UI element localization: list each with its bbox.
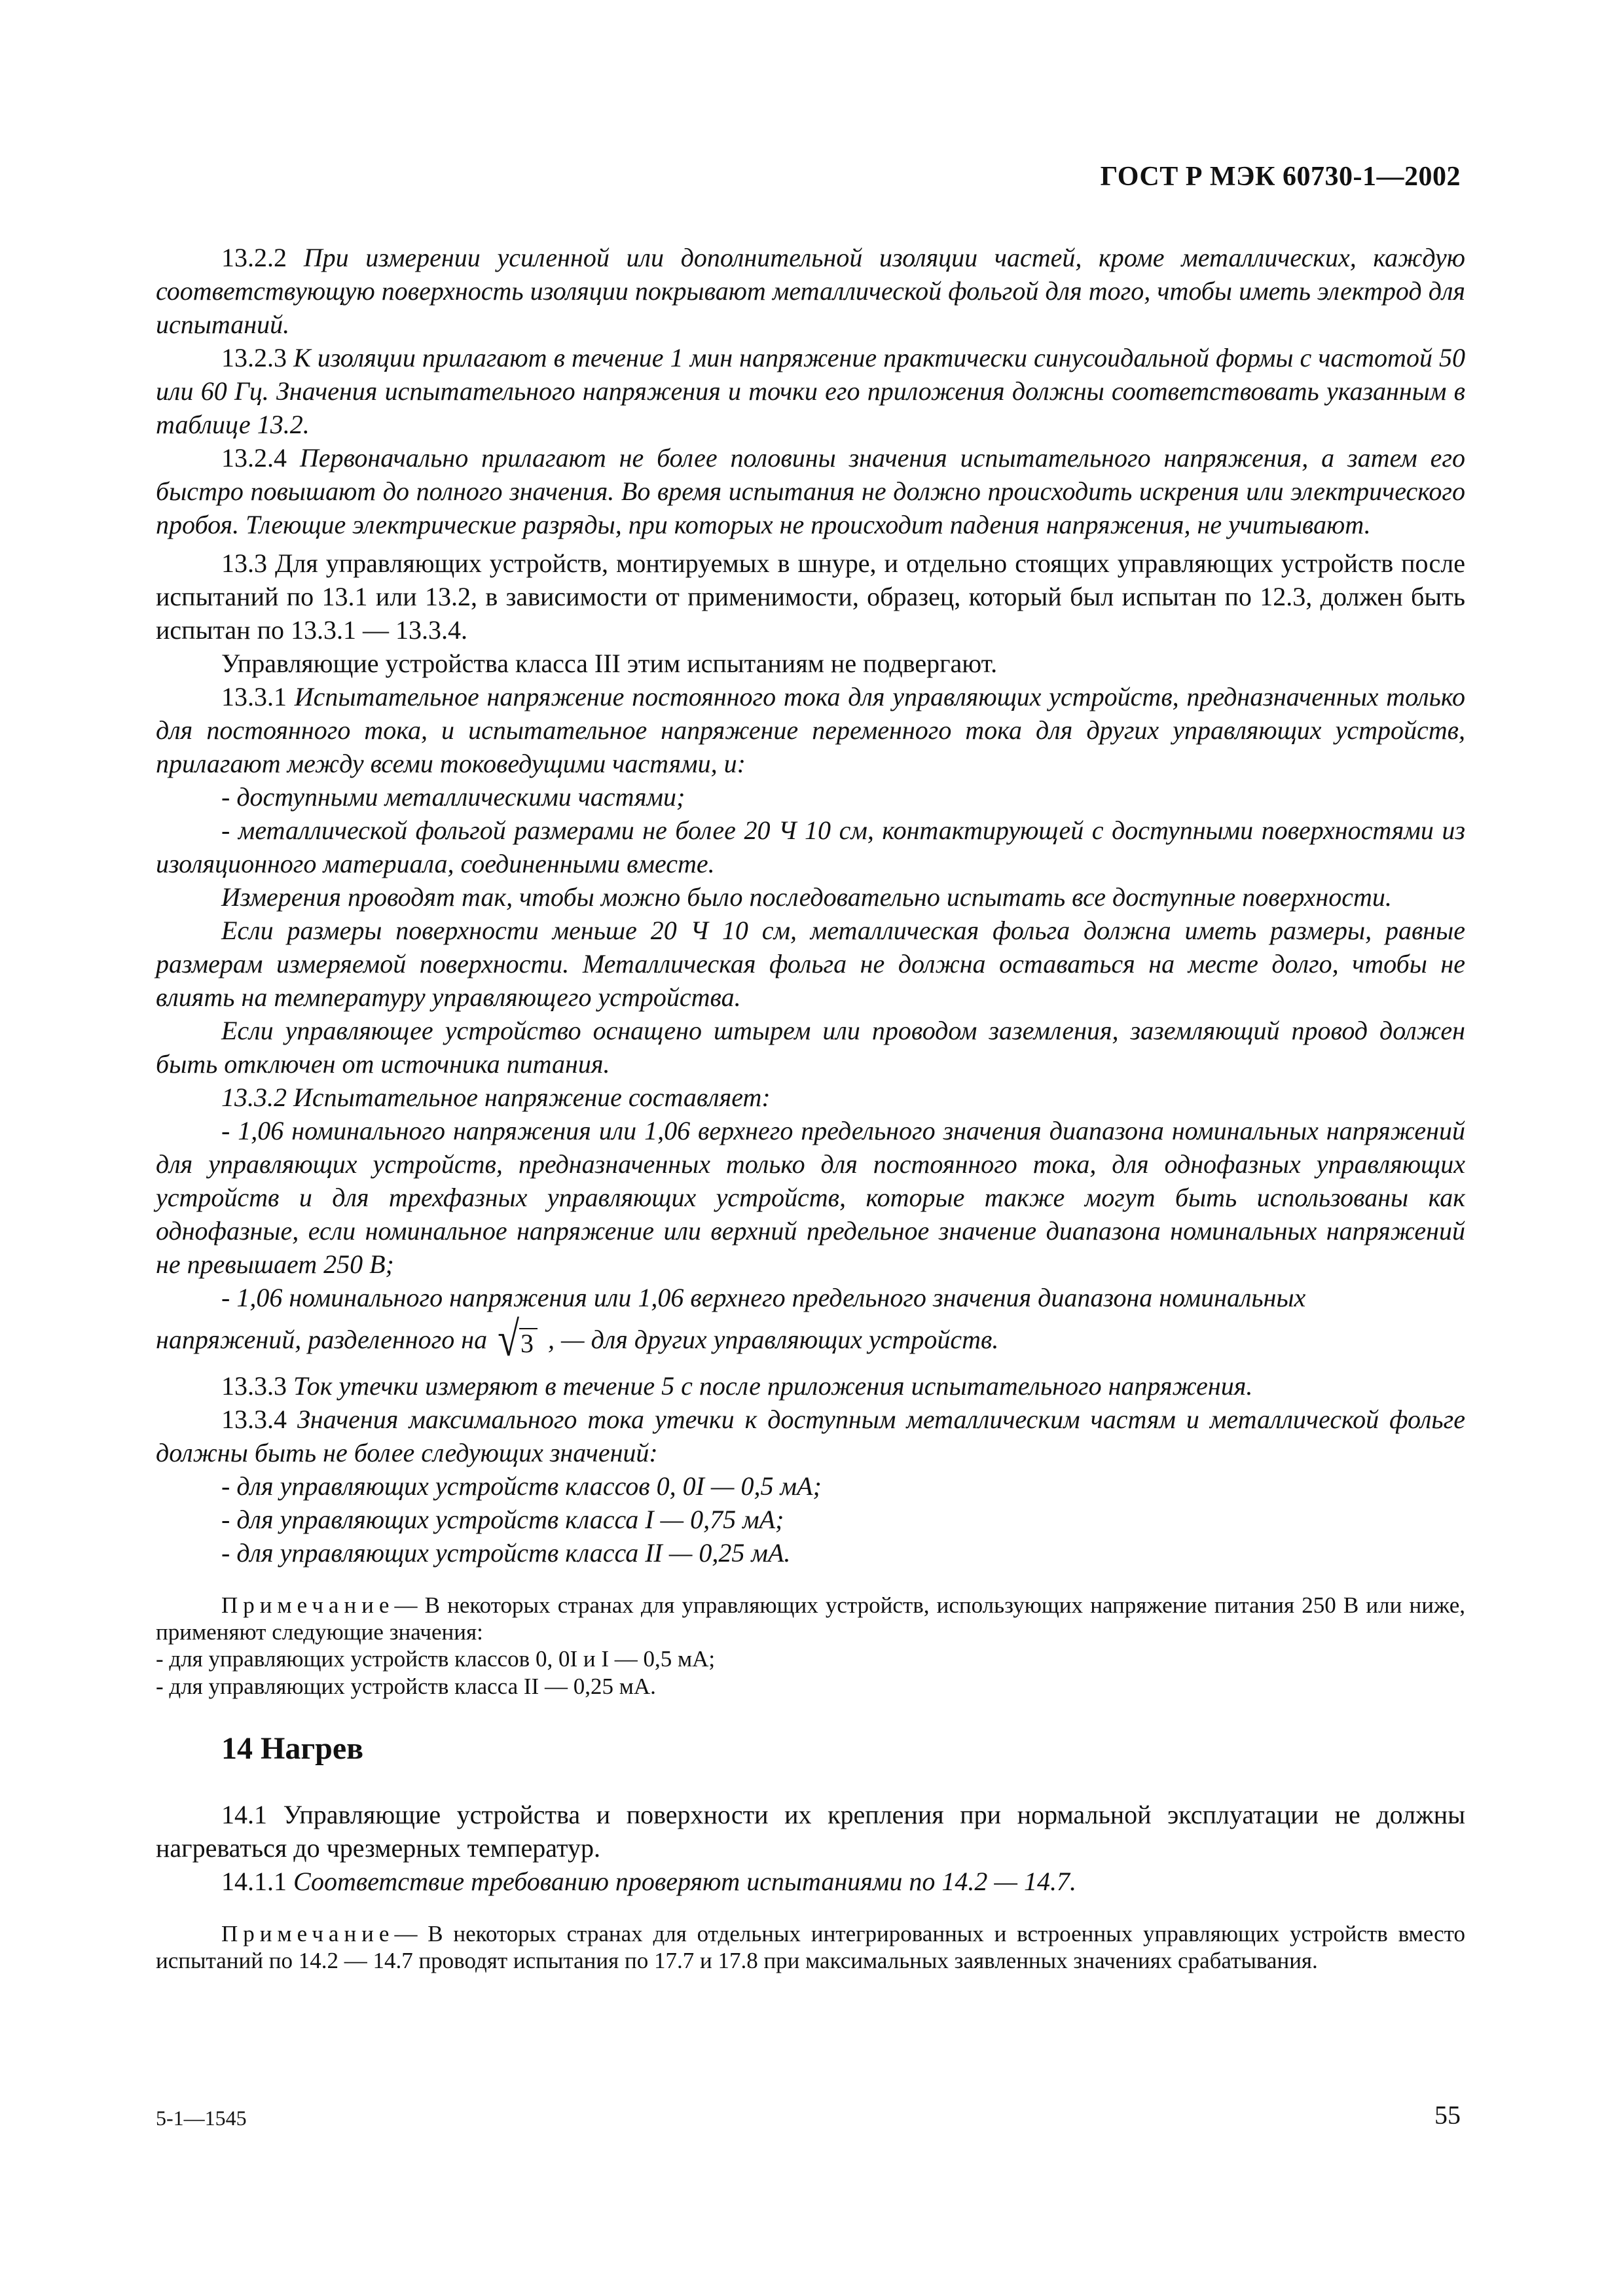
- print-code: 5-1—1545: [156, 2106, 247, 2130]
- list-item-metal-foil: - металлической фольгой размерами не более 20 Ч 10 см, контактирующей с доступными поверхностями из изоляционного материала, соединенными вместе.: [156, 816, 1465, 878]
- clause-13-3: 13.3 Для управляющих устройств, монтируемых в шнуре, и отдельно стоящих управляющих устройств после испытаний по 13.1 или 13.2, в зависимости от применимости, образец, который был испытан по 12.3, должен быть испытан по 13.3.1 — 13.3.4.: [156, 548, 1465, 645]
- document-code-header: ГОСТ Р МЭК 60730-1—2002: [1100, 162, 1461, 192]
- list-item-voltage-a: - 1,06 номинального напряжения или 1,06 верхнего предельного значения диапазона номинальных напряжений для управляющих устройств, предназначенных только для постоянного тока, для однофазных управляющих устройств и для трехфазных управляющих устройств, которые также могут быть использованы как однофазные, если номинальное напряжение или верхний предельное значение диапазона номинальных напряжений не превышает 250 В;: [156, 1116, 1465, 1279]
- clause-13-2-3: 13.2.3 К изоляции прилагают в течение 1 мин напряжение практически синусоидальной формы с частотой 50 или 60 Гц. Значения испытательного напряжения и точки его приложения должны соответствовать указанным в таблице 13.2.: [156, 343, 1466, 439]
- note-line-2: - для управляющих устройств класса II — 0,25 мА.: [156, 1674, 656, 1699]
- clause-13-3-4: 13.3.4 Значения максимального тока утечки к доступным металлическим частям и металлической фольге должны быть не более следующих значений:: [156, 1405, 1465, 1467]
- page-body: [156, 241, 1465, 1974]
- leakage-limit-class-0: - для управляющих устройств классов 0, 0I — 0,5 мА;: [221, 1471, 822, 1501]
- list-item-voltage-b-line2: напряжений, разделенного на √3 , — для других управляющих устройств.: [156, 1314, 1465, 1369]
- clause-13-3-2: 13.3.2 Испытательное напряжение составляет:: [221, 1083, 771, 1112]
- note-label: Примечание: [221, 1921, 395, 1946]
- surface-size-paragraph: Если размеры поверхности меньше 20 Ч 10 см, металлическая фольга должна иметь размеры, равные размерам измеряемой поверхности. Металлическая фольга не должна оставаться на месте долго, чтобы не влиять на температуру управляющего устройства.: [156, 916, 1465, 1012]
- leakage-limit-class-1: - для управляющих устройств класса I — 0,75 мА;: [221, 1505, 784, 1534]
- page-number: 55: [1434, 2100, 1461, 2130]
- clause-14-1-1: 14.1.1 Соответствие требованию проверяют испытаниями по 14.2 — 14.7.: [221, 1867, 1076, 1896]
- note-heating: Примечание— В некоторых странах для отдельных интегрированных и встроенных управляющих устройств вместо испытаний по 14.2 — 14.7 проводят испытания по 17.7 и 17.8 при максимальных заявленных значениях срабатывания.: [156, 1921, 1465, 1973]
- clause-14-1: 14.1 Управляющие устройства и поверхности их крепления при нормальной эксплуатации не должны нагреваться до чрезмерных температур.: [156, 1800, 1465, 1863]
- clause-13-3-3: 13.3.3 Ток утечки измеряют в течение 5 с после приложения испытательного напряжения.: [221, 1371, 1253, 1401]
- clause-13-2-4: 13.2.4 Первоначально прилагают не более половины значения испытательного напряжения, а затем его быстро повышают до полного значения. Во время испытания не должно происходить искрения или электрического пробоя. Тлеющие электрические разряды, при которых не происходит падения напряжения, не учитывают.: [156, 443, 1465, 539]
- grounding-paragraph: Если управляющее устройство оснащено штырем или проводом заземления, заземляющий провод должен быть отключен от источника питания.: [156, 1016, 1465, 1079]
- leakage-limit-class-2: - для управляющих устройств класса II — 0,25 мА.: [221, 1538, 791, 1568]
- note-label: Примечание: [221, 1592, 395, 1618]
- clause-13-3-class3: Управляющие устройства класса III этим испытаниям не подвергают.: [221, 649, 998, 678]
- section-title-heating: 14 Нагрев: [221, 1731, 364, 1766]
- clause-13-3-1: 13.3.1 Испытательное напряжение постоянного тока для управляющих устройств, предназначенных только для постоянного тока, и испытательное напряжение переменного тока для других управляющих устройств, прилагают между всеми токоведущими частями, и:: [156, 682, 1466, 778]
- measurements-paragraph: Измерения проводят так, чтобы можно было последовательно испытать все доступные поверхности.: [221, 882, 1392, 912]
- note-leakage: Примечание— В некоторых странах для управляющих устройств, использующих напряжение питания 250 В или ниже, применяют следующие значения: - для управляющих устройств классов 0, 0I и I — 0,5 мА; - для управляющих устройств класса II — 0,25 мА.: [156, 1592, 1465, 1699]
- note-line-1: - для управляющих устройств классов 0, 0I и I — 0,5 мА;: [156, 1646, 716, 1672]
- list-item-metal-parts: - доступными металлическими частями;: [221, 782, 685, 812]
- square-root-symbol: √3: [498, 1318, 538, 1369]
- clause-13-2-2: 13.2.2 При измерении усиленной или дополнительной изоляции частей, кроме металлических, каждую соответствующую поверхность изоляции покрывают металлической фольгой для того, чтобы иметь электрод для испытаний.: [156, 243, 1466, 339]
- list-item-voltage-b-line1: - 1,06 номинального напряжения или 1,06 верхнего предельного значения диапазона номинальных: [221, 1283, 1306, 1312]
